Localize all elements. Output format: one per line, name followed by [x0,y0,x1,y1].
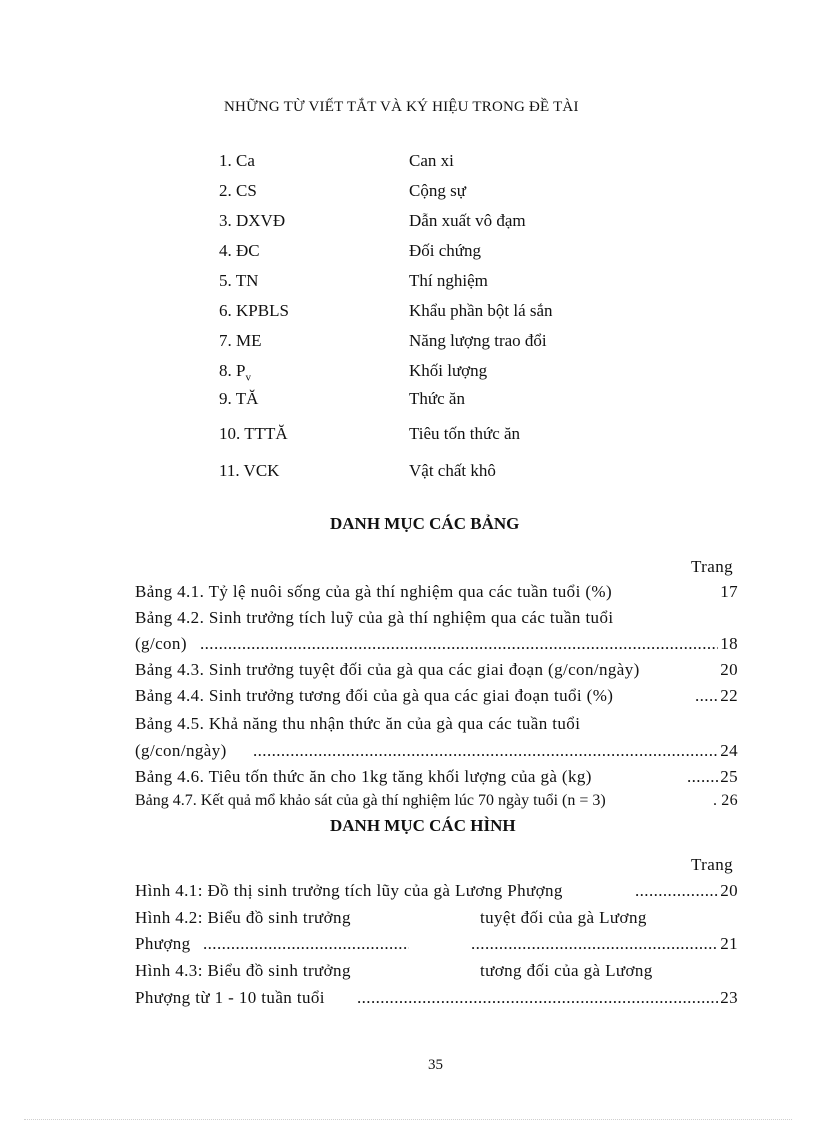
abbreviations-title: NHỮNG TỪ VIẾT TẮT VÀ KÝ HIỆU TRONG ĐỀ TÀI [224,99,579,115]
abbreviation-meaning: Thí nghiệm [409,271,488,290]
abbreviation-code: 11. VCK [219,461,280,480]
abbreviation-code: 6. KPBLS [219,301,289,320]
toc-dot-leader [471,934,718,954]
toc-page-number: 18 [720,634,738,653]
toc-page-number: 25 [720,767,738,786]
toc-entry-table-4-2-cont[interactable] [135,634,738,658]
toc-dot-leader [635,881,718,901]
toc-dot-leader [203,934,409,954]
abbreviation-code: 4. ĐC [219,241,260,260]
toc-entry-table-4-4[interactable] [135,686,738,710]
toc-entry-figure-4-3[interactable] [135,961,738,985]
figures-heading: DANH MỤC CÁC HÌNH [330,816,516,835]
toc-entry-label: Bảng 4.3. Sinh trưởng tuyệt đối của gà qua các giai đoạn (g/con/ngày) [135,660,640,679]
toc-entry-label: Bảng 4.6. Tiêu tốn thức ăn cho 1kg tăng khối lượng của gà (kg) [135,767,592,786]
toc-page-number: 24 [720,741,738,760]
abbreviation-meaning: Can xi [409,151,454,170]
abbreviation-meaning: Tiêu tốn thức ăn [409,424,521,443]
toc-page-number: 17 [720,582,738,601]
toc-entry-label: Bảng 4.4. Sinh trưởng tương đối của gà qua các giai đoạn tuổi (%) [135,686,614,705]
toc-dot-leader [687,767,718,787]
tables-trang-label: Trang [691,557,733,576]
toc-entry-table-4-3[interactable] [135,660,738,684]
abbreviation-code: 3. DXVĐ [219,211,286,230]
tables-heading: DANH MỤC CÁC BẢNG [330,514,520,533]
abbreviation-meaning: Dẫn xuất vô đạm [409,211,526,230]
toc-entry-table-4-5-cont[interactable] [135,741,738,765]
abbreviation-code: 2. CS [219,181,257,200]
toc-entry-label: Hình 4.3: Biểu đồ sinh trưởng [135,961,351,980]
toc-entry-label-cont: (g/con) [135,634,187,653]
abbreviation-meaning: Thức ăn [409,389,465,408]
toc-entry-figure-4-2[interactable] [135,908,738,932]
page-number: 35 [428,1057,443,1073]
toc-entry-table-4-1[interactable] [135,582,738,606]
abbreviation-code: 5. TN [219,271,259,290]
toc-entry-label-part: tuyệt đối của gà Lương [480,908,647,927]
toc-entry-label-cont: Phượng từ 1 - 10 tuần tuổi [135,988,325,1007]
toc-entry-label: Bảng 4.1. Tỷ lệ nuôi sống của gà thí nghiệm qua các tuần tuổi (%) [135,582,613,601]
abbreviation-code: 7. ME [219,331,262,350]
toc-entry-label: Hình 4.1: Đồ thị sinh trưởng tích lũy của gà Lương Phượng [135,881,563,900]
toc-dot-leader [253,741,718,761]
toc-entry-label: Hình 4.2: Biểu đồ sinh trưởng [135,908,351,927]
toc-entry-label: Bảng 4.7. Kết quả mổ khảo sát của gà thí nghiệm lúc 70 ngày tuổi (n = 3) [135,792,606,809]
figures-trang-label: Trang [691,855,733,874]
abbreviation-code: 10. TTTĂ [219,424,288,443]
toc-entry-figure-4-2-cont[interactable] [135,934,738,958]
toc-dot-leader [713,792,716,810]
abbreviation-code: 9. TĂ [219,389,259,408]
toc-entry-figure-4-1[interactable] [135,881,738,905]
abbreviation-code: 1. Ca [219,151,255,170]
toc-entry-label: Bảng 4.2. Sinh trưởng tích luỹ của gà thí nghiệm qua các tuần tuổi [135,608,614,627]
toc-entry-table-4-6[interactable] [135,767,738,791]
abbreviation-meaning: Vật chất khô [409,461,496,480]
toc-entry-label-part: tương đối của gà Lương [480,961,653,980]
toc-entry-label-cont: Phượng [135,934,191,953]
abbreviation-code-subscript: v [245,371,251,384]
abbreviation-meaning: Khẩu phần bột lá sắn [409,301,553,320]
toc-page-number: 21 [720,934,738,953]
abbreviation-meaning: Đối chứng [409,241,482,260]
toc-page-number: 20 [720,660,738,679]
toc-entry-figure-4-3-cont[interactable] [135,988,738,1012]
abbreviation-meaning: Năng lượng trao đổi [409,331,547,350]
page-bottom-divider [24,1119,792,1120]
abbreviation-meaning: Khối lượng [409,361,488,380]
toc-entry-table-4-7[interactable] [135,792,738,816]
toc-page-number: 22 [720,686,738,705]
abbreviation-code: 8. $P_v$ [219,361,251,384]
toc-dot-leader [357,988,718,1008]
toc-entry-label: Bảng 4.5. Khả năng thu nhận thức ăn của gà qua các tuần tuổi [135,714,581,733]
toc-entry-label-cont: (g/con/ngày) [135,741,227,760]
toc-dot-leader [200,634,718,654]
toc-page-number: 23 [720,988,738,1007]
toc-page-number: 26 [721,792,738,809]
toc-entry-table-4-2[interactable] [135,608,738,632]
toc-entry-table-4-5[interactable] [135,714,738,738]
toc-page-number: 20 [720,881,738,900]
toc-dot-leader [695,686,718,706]
abbreviation-meaning: Cộng sự [409,181,466,200]
